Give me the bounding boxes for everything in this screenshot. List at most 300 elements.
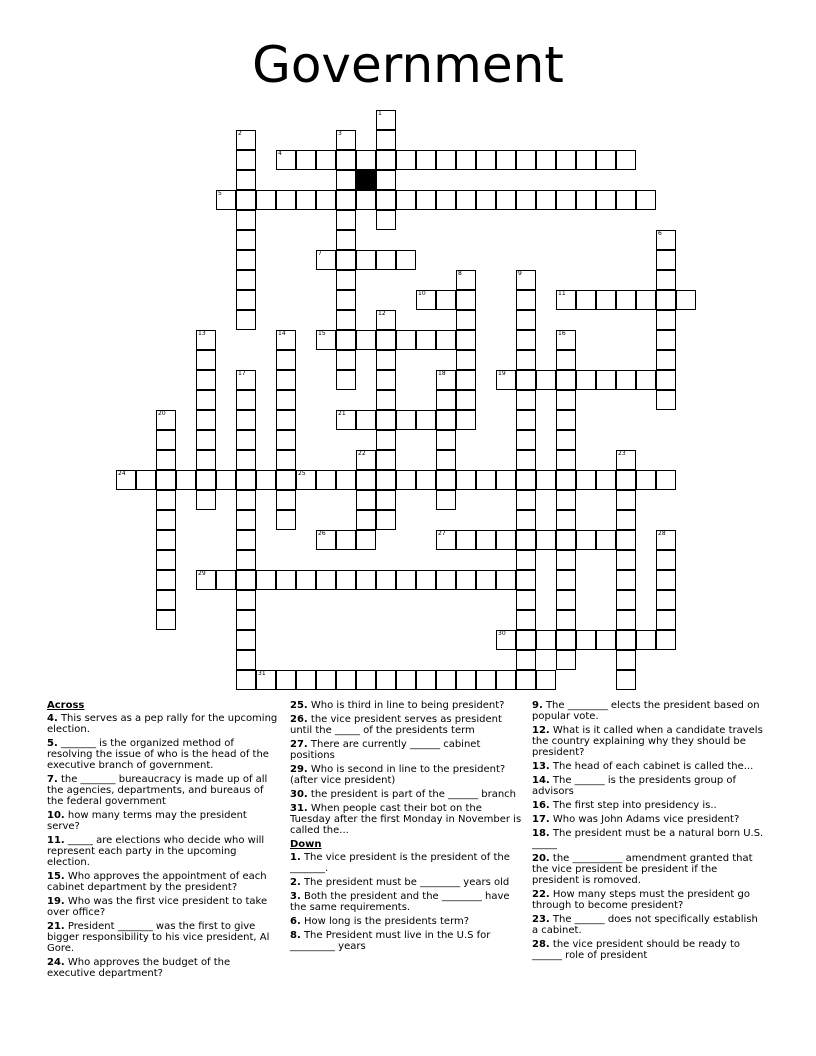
grid-cell[interactable]	[356, 190, 376, 210]
grid-cell[interactable]	[356, 530, 376, 550]
grid-cell[interactable]	[236, 290, 256, 310]
grid-cell[interactable]	[456, 150, 476, 170]
grid-cell[interactable]	[196, 350, 216, 370]
grid-cell[interactable]	[456, 370, 476, 390]
grid-cell[interactable]	[276, 490, 296, 510]
grid-cell[interactable]	[656, 590, 676, 610]
grid-cell[interactable]	[516, 530, 536, 550]
grid-cell[interactable]	[296, 470, 316, 490]
grid-cell[interactable]	[456, 570, 476, 590]
grid-cell[interactable]	[316, 530, 336, 550]
grid-cell[interactable]	[376, 310, 396, 330]
grid-cell[interactable]	[336, 670, 356, 690]
grid-cell[interactable]	[436, 490, 456, 510]
grid-cell[interactable]	[476, 570, 496, 590]
grid-cell[interactable]	[276, 390, 296, 410]
grid-cell[interactable]	[116, 470, 136, 490]
grid-cell[interactable]	[356, 670, 376, 690]
grid-cell[interactable]	[276, 450, 296, 470]
grid-cell[interactable]	[376, 330, 396, 350]
grid-cell[interactable]	[356, 470, 376, 490]
grid-cell[interactable]	[656, 390, 676, 410]
grid-cell[interactable]	[556, 330, 576, 350]
grid-cell[interactable]	[356, 150, 376, 170]
grid-cell[interactable]	[296, 190, 316, 210]
grid-cell[interactable]	[536, 150, 556, 170]
grid-cell[interactable]	[536, 530, 556, 550]
grid-cell[interactable]	[596, 630, 616, 650]
grid-cell[interactable]	[456, 310, 476, 330]
grid-cell[interactable]	[236, 670, 256, 690]
grid-cell[interactable]	[616, 370, 636, 390]
grid-cell[interactable]	[356, 250, 376, 270]
grid-cell[interactable]	[416, 470, 436, 490]
grid-cell[interactable]	[656, 570, 676, 590]
grid-cell[interactable]	[256, 190, 276, 210]
grid-cell[interactable]	[576, 370, 596, 390]
grid-cell[interactable]	[196, 330, 216, 350]
grid-cell[interactable]	[456, 470, 476, 490]
grid-cell[interactable]	[576, 150, 596, 170]
grid-cell[interactable]	[376, 150, 396, 170]
grid-cell[interactable]	[476, 470, 496, 490]
grid-cell[interactable]	[236, 130, 256, 150]
grid-cell[interactable]	[476, 530, 496, 550]
grid-cell[interactable]	[236, 170, 256, 190]
grid-cell[interactable]	[196, 570, 216, 590]
grid-cell[interactable]	[376, 470, 396, 490]
grid-cell[interactable]	[576, 190, 596, 210]
grid-cell[interactable]	[556, 570, 576, 590]
grid-cell[interactable]	[556, 390, 576, 410]
grid-cell[interactable]	[156, 430, 176, 450]
grid-cell[interactable]	[596, 530, 616, 550]
grid-cell[interactable]	[516, 350, 536, 370]
grid-cell[interactable]	[356, 450, 376, 470]
grid-cell[interactable]	[296, 150, 316, 170]
grid-cell[interactable]	[516, 330, 536, 350]
grid-cell[interactable]	[616, 470, 636, 490]
grid-cell[interactable]	[336, 530, 356, 550]
grid-cell[interactable]	[616, 290, 636, 310]
grid-cell[interactable]	[656, 350, 676, 370]
grid-cell[interactable]	[276, 570, 296, 590]
grid-cell[interactable]	[516, 190, 536, 210]
grid-cell[interactable]	[556, 350, 576, 370]
grid-cell[interactable]	[476, 670, 496, 690]
grid-cell[interactable]	[436, 530, 456, 550]
grid-cell[interactable]	[376, 670, 396, 690]
grid-cell[interactable]	[556, 610, 576, 630]
grid-cell[interactable]	[236, 210, 256, 230]
grid-cell[interactable]	[436, 430, 456, 450]
grid-cell[interactable]	[676, 290, 696, 310]
grid-cell[interactable]	[356, 510, 376, 530]
grid-cell[interactable]	[616, 550, 636, 570]
grid-cell[interactable]	[416, 670, 436, 690]
grid-cell[interactable]	[516, 150, 536, 170]
grid-cell[interactable]	[236, 470, 256, 490]
grid-cell[interactable]	[396, 250, 416, 270]
grid-cell[interactable]	[516, 310, 536, 330]
grid-cell[interactable]	[156, 570, 176, 590]
grid-cell[interactable]	[496, 530, 516, 550]
grid-cell[interactable]	[516, 510, 536, 530]
grid-cell[interactable]	[196, 470, 216, 490]
grid-cell[interactable]	[556, 150, 576, 170]
grid-cell[interactable]	[336, 350, 356, 370]
grid-cell[interactable]	[656, 630, 676, 650]
grid-cell[interactable]	[656, 290, 676, 310]
grid-cell[interactable]	[636, 190, 656, 210]
grid-cell[interactable]	[236, 150, 256, 170]
grid-cell[interactable]	[476, 190, 496, 210]
grid-cell[interactable]	[136, 470, 156, 490]
grid-cell[interactable]	[376, 390, 396, 410]
grid-cell[interactable]	[616, 530, 636, 550]
grid-cell[interactable]	[196, 390, 216, 410]
grid-cell[interactable]	[656, 250, 676, 270]
grid-cell[interactable]	[376, 490, 396, 510]
grid-cell[interactable]	[596, 290, 616, 310]
grid-cell[interactable]	[356, 330, 376, 350]
grid-cell[interactable]	[336, 410, 356, 430]
grid-cell[interactable]	[396, 150, 416, 170]
clue-number: 3	[338, 130, 342, 137]
grid-cell[interactable]	[616, 510, 636, 530]
grid-cell[interactable]	[236, 630, 256, 650]
grid-cell[interactable]	[396, 470, 416, 490]
grid-cell[interactable]	[616, 490, 636, 510]
grid-cell[interactable]	[156, 550, 176, 570]
grid-cell[interactable]	[616, 630, 636, 650]
grid-cell[interactable]	[616, 450, 636, 470]
grid-cell[interactable]	[456, 670, 476, 690]
grid-cell[interactable]	[436, 450, 456, 470]
grid-cell[interactable]	[556, 190, 576, 210]
grid-cell[interactable]	[456, 390, 476, 410]
grid-cell[interactable]	[396, 670, 416, 690]
grid-cell[interactable]	[356, 410, 376, 430]
grid-cell[interactable]	[276, 470, 296, 490]
across-clue	[290, 789, 522, 800]
grid-cell[interactable]	[396, 570, 416, 590]
grid-cell[interactable]	[556, 370, 576, 390]
grid-cell[interactable]	[536, 370, 556, 390]
grid-cell[interactable]	[496, 570, 516, 590]
grid-cell[interactable]	[596, 150, 616, 170]
grid-cell[interactable]	[516, 490, 536, 510]
grid-cell[interactable]	[336, 310, 356, 330]
grid-cell[interactable]	[516, 410, 536, 430]
grid-cell[interactable]	[476, 150, 496, 170]
grid-cell[interactable]	[336, 330, 356, 350]
grid-cell[interactable]	[236, 430, 256, 450]
grid-cell[interactable]	[436, 670, 456, 690]
grid-cell[interactable]	[516, 650, 536, 670]
grid-cell[interactable]	[276, 670, 296, 690]
grid-cell[interactable]	[656, 270, 676, 290]
grid-cell[interactable]	[436, 410, 456, 430]
grid-cell[interactable]	[496, 370, 516, 390]
grid-cell[interactable]	[156, 490, 176, 510]
grid-cell[interactable]	[336, 210, 356, 230]
grid-cell[interactable]	[456, 290, 476, 310]
grid-cell[interactable]	[656, 230, 676, 250]
grid-cell[interactable]	[276, 150, 296, 170]
grid-cell[interactable]	[376, 410, 396, 430]
grid-cell[interactable]	[196, 430, 216, 450]
grid-cell[interactable]	[236, 590, 256, 610]
grid-cell[interactable]	[516, 370, 536, 390]
grid-cell[interactable]	[576, 530, 596, 550]
grid-cell[interactable]	[416, 150, 436, 170]
grid-cell[interactable]	[556, 290, 576, 310]
grid-cell[interactable]	[616, 670, 636, 690]
grid-cell[interactable]	[596, 470, 616, 490]
clue-number-label: 7.	[47, 774, 58, 785]
grid-cell[interactable]	[356, 490, 376, 510]
grid-cell[interactable]	[176, 470, 196, 490]
grid-cell[interactable]	[456, 330, 476, 350]
grid-cell[interactable]	[516, 450, 536, 470]
grid-cell[interactable]	[376, 370, 396, 390]
grid-cell[interactable]	[236, 370, 256, 390]
clue-text: how many terms may the president serve?	[47, 810, 247, 832]
grid-cell[interactable]	[316, 570, 336, 590]
grid-cell[interactable]	[616, 570, 636, 590]
grid-cell[interactable]	[236, 530, 256, 550]
grid-cell[interactable]	[336, 230, 356, 250]
grid-cell[interactable]	[616, 590, 636, 610]
grid-cell[interactable]	[496, 670, 516, 690]
grid-cell[interactable]	[556, 470, 576, 490]
grid-cell[interactable]	[656, 550, 676, 570]
grid-cell[interactable]	[376, 450, 396, 470]
grid-cell[interactable]	[436, 290, 456, 310]
grid-cell[interactable]	[316, 150, 336, 170]
grid-cell[interactable]	[516, 590, 536, 610]
grid-cell[interactable]	[276, 510, 296, 530]
grid-cell[interactable]	[436, 150, 456, 170]
grid-cell[interactable]	[376, 250, 396, 270]
grid-cell[interactable]	[336, 370, 356, 390]
grid-cell[interactable]	[576, 290, 596, 310]
grid-cell[interactable]	[456, 350, 476, 370]
grid-cell[interactable]	[496, 150, 516, 170]
grid-cell[interactable]	[536, 470, 556, 490]
grid-cell[interactable]	[376, 110, 396, 130]
grid-cell[interactable]	[336, 130, 356, 150]
grid-cell[interactable]	[256, 470, 276, 490]
grid-cell[interactable]	[416, 290, 436, 310]
grid-cell[interactable]	[556, 630, 576, 650]
grid-cell[interactable]	[516, 550, 536, 570]
grid-cell[interactable]	[556, 510, 576, 530]
grid-cell[interactable]	[296, 570, 316, 590]
grid-cell[interactable]	[496, 470, 516, 490]
grid-cell[interactable]	[316, 190, 336, 210]
grid-cell[interactable]	[256, 570, 276, 590]
grid-cell[interactable]	[556, 450, 576, 470]
grid-cell[interactable]	[536, 190, 556, 210]
grid-cell[interactable]	[556, 590, 576, 610]
grid-cell[interactable]	[456, 270, 476, 290]
grid-cell[interactable]	[656, 310, 676, 330]
grid-cell[interactable]	[156, 530, 176, 550]
grid-cell[interactable]	[336, 270, 356, 290]
grid-cell[interactable]	[656, 470, 676, 490]
grid-cell[interactable]	[656, 610, 676, 630]
grid-cell[interactable]	[236, 650, 256, 670]
grid-cell[interactable]	[516, 630, 536, 650]
grid-cell[interactable]	[236, 390, 256, 410]
grid-cell[interactable]	[516, 470, 536, 490]
grid-cell[interactable]	[296, 670, 316, 690]
grid-cell[interactable]	[336, 570, 356, 590]
grid-cell[interactable]	[336, 170, 356, 190]
grid-cell[interactable]	[236, 610, 256, 630]
grid-cell[interactable]	[456, 190, 476, 210]
grid-cell[interactable]	[336, 150, 356, 170]
grid-cell[interactable]	[236, 570, 256, 590]
grid-cell[interactable]	[336, 470, 356, 490]
grid-cell[interactable]	[316, 470, 336, 490]
grid-cell[interactable]	[516, 390, 536, 410]
grid-cell[interactable]	[636, 290, 656, 310]
grid-cell[interactable]	[556, 490, 576, 510]
clue-number-label: 9.	[532, 700, 543, 711]
grid-cell[interactable]	[196, 490, 216, 510]
grid-cell[interactable]	[396, 190, 416, 210]
grid-cell[interactable]	[556, 550, 576, 570]
grid-cell[interactable]	[376, 190, 396, 210]
grid-cell[interactable]	[436, 190, 456, 210]
grid-cell[interactable]	[436, 390, 456, 410]
grid-cell[interactable]	[636, 630, 656, 650]
grid-cell[interactable]	[316, 250, 336, 270]
grid-cell[interactable]	[596, 190, 616, 210]
grid-cell[interactable]	[276, 430, 296, 450]
grid-cell[interactable]	[376, 130, 396, 150]
grid-cell[interactable]	[656, 530, 676, 550]
grid-cell[interactable]	[416, 190, 436, 210]
grid-cell[interactable]	[216, 190, 236, 210]
grid-cell[interactable]	[156, 590, 176, 610]
grid-cell[interactable]	[556, 430, 576, 450]
grid-cell[interactable]	[376, 430, 396, 450]
grid-cell[interactable]	[156, 450, 176, 470]
grid-cell[interactable]	[516, 610, 536, 630]
grid-cell[interactable]	[236, 550, 256, 570]
grid-cell[interactable]	[156, 510, 176, 530]
grid-cell[interactable]	[156, 470, 176, 490]
grid-cell[interactable]	[316, 670, 336, 690]
grid-cell[interactable]	[436, 330, 456, 350]
grid-cell[interactable]	[516, 270, 536, 290]
grid-cell[interactable]	[396, 410, 416, 430]
grid-cell[interactable]	[516, 570, 536, 590]
grid-cell[interactable]	[236, 490, 256, 510]
grid-cell[interactable]	[416, 570, 436, 590]
grid-cell[interactable]	[356, 570, 376, 590]
grid-cell[interactable]	[556, 410, 576, 430]
grid-cell[interactable]	[316, 330, 336, 350]
grid-cell[interactable]	[376, 210, 396, 230]
grid-cell[interactable]	[236, 270, 256, 290]
grid-cell[interactable]	[436, 570, 456, 590]
grid-cell[interactable]	[616, 190, 636, 210]
grid-cell[interactable]	[216, 470, 236, 490]
grid-cell[interactable]	[236, 310, 256, 330]
grid-cell[interactable]	[236, 450, 256, 470]
grid-cell[interactable]	[616, 650, 636, 670]
grid-cell[interactable]	[656, 330, 676, 350]
grid-cell[interactable]	[196, 410, 216, 430]
grid-cell[interactable]	[516, 430, 536, 450]
grid-cell[interactable]	[256, 670, 276, 690]
grid-cell[interactable]	[236, 250, 256, 270]
grid-cell[interactable]	[276, 330, 296, 350]
grid-cell[interactable]	[376, 510, 396, 530]
grid-cell[interactable]	[336, 290, 356, 310]
grid-cell[interactable]	[516, 290, 536, 310]
grid-cell[interactable]	[236, 510, 256, 530]
grid-cell[interactable]	[436, 370, 456, 390]
grid-cell[interactable]	[196, 450, 216, 470]
grid-cell[interactable]	[496, 190, 516, 210]
grid-cell[interactable]	[496, 630, 516, 650]
grid-cell[interactable]	[216, 570, 236, 590]
grid-cell[interactable]	[276, 370, 296, 390]
grid-cell[interactable]	[516, 670, 536, 690]
clue-number: 7	[318, 250, 322, 257]
grid-cell[interactable]	[396, 330, 416, 350]
grid-cell[interactable]	[196, 370, 216, 390]
grid-cell[interactable]	[276, 350, 296, 370]
grid-cell[interactable]	[156, 410, 176, 430]
grid-cell[interactable]	[276, 410, 296, 430]
grid-cell[interactable]	[436, 470, 456, 490]
grid-cell[interactable]	[236, 230, 256, 250]
grid-cell[interactable]	[556, 530, 576, 550]
grid-cell[interactable]	[376, 170, 396, 190]
grid-cell[interactable]	[416, 410, 436, 430]
grid-cell[interactable]	[376, 570, 396, 590]
grid-cell[interactable]	[336, 250, 356, 270]
grid-cell[interactable]	[536, 670, 556, 690]
grid-cell[interactable]	[416, 330, 436, 350]
grid-cell[interactable]	[596, 370, 616, 390]
grid-cell[interactable]	[376, 350, 396, 370]
grid-cell[interactable]	[616, 610, 636, 630]
grid-cell[interactable]	[236, 410, 256, 430]
grid-cell[interactable]	[536, 630, 556, 650]
grid-cell[interactable]	[656, 370, 676, 390]
grid-cell[interactable]	[456, 410, 476, 430]
grid-cell[interactable]	[636, 470, 656, 490]
grid-cell[interactable]	[336, 190, 356, 210]
grid-cell[interactable]	[236, 190, 256, 210]
grid-cell[interactable]	[456, 530, 476, 550]
grid-cell[interactable]	[156, 610, 176, 630]
grid-cell[interactable]	[576, 630, 596, 650]
grid-cell[interactable]	[576, 470, 596, 490]
grid-cell[interactable]	[616, 150, 636, 170]
grid-cell[interactable]	[276, 190, 296, 210]
grid-cell[interactable]	[636, 370, 656, 390]
grid-cell[interactable]	[556, 650, 576, 670]
